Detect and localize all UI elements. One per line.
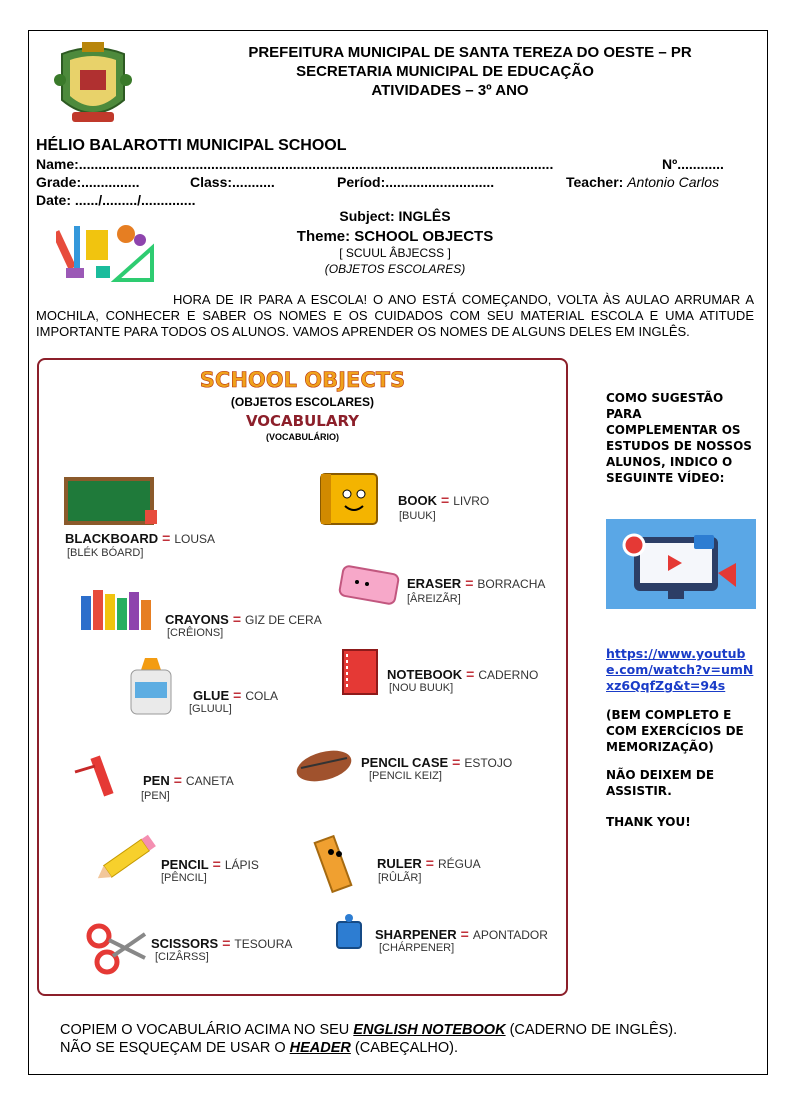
pencil-icon	[91, 834, 161, 888]
vocab-notebook-pron: [NOU BUUK]	[389, 682, 454, 694]
vocab-notebook: NOTEBOOK = CADERNO	[387, 666, 539, 682]
vocabulary-heading: VOCABULARY	[245, 412, 360, 430]
period-field[interactable]: Períod:............................	[337, 174, 495, 190]
vocab-scissors: SCISSORS = TESOURA	[151, 935, 293, 951]
vocab-eraser: ERASER = BORRACHA	[407, 575, 546, 591]
vocab-pen-pron: [PEN]	[141, 790, 170, 802]
vocab-glue-pron: [GLUUL]	[189, 703, 232, 715]
header-line-1: PREFEITURA MUNICIPAL DE SANTA TEREZA DO OESTE – PR	[248, 44, 692, 61]
thank-you-text: THANK YOU!	[606, 815, 691, 829]
vocab-book: BOOK = LIVRO	[398, 492, 490, 508]
ruler-icon	[309, 834, 363, 894]
intro-paragraph: HORA DE IR PARA A ESCOLA! O ANO ESTÁ COMEÇANDO, VOLTA ÀS AULAO ARRUMAR A MOCHILA, CONHECER E SABER OS NOMES E OS CUIDADOS COM SEU MATERIAL ESCOLA E UMA ATITUDE IMPORTANTE PARA TODOS OS ALUNOS. VAMOS APRENDER OS NOMES DE ALGUNS DELES EM INGLÊS.	[36, 292, 754, 339]
vocabulary-heading-pt: (VOCABULÁRIO)	[266, 432, 339, 442]
vocab-pen: PEN = CANETA	[143, 772, 234, 788]
pencil-case-icon	[293, 746, 355, 786]
footer-line-2: NÃO SE ESQUEÇAM DE USAR O HEADER (CABEÇALHO).	[60, 1040, 459, 1056]
book-icon	[315, 470, 385, 528]
date-field[interactable]: Date: ....../........./..............	[36, 192, 196, 208]
vocab-crayons: CRAYONS = GIZ DE CERA	[165, 611, 322, 627]
header-line-2: SECRETARIA MUNICIPAL DE EDUCAÇÃO	[296, 63, 594, 80]
pen-icon	[71, 752, 137, 802]
vocab-ruler: RULER = RÉGUA	[377, 855, 481, 871]
vocab-glue: GLUE = COLA	[193, 687, 278, 703]
vocab-ruler-pron: [RÛLÃR]	[378, 872, 422, 884]
grade-field[interactable]: Grade:...............	[36, 174, 140, 190]
number-field[interactable]: Nº............	[662, 156, 724, 172]
vocab-pencil-case: PENCIL CASE = ESTOJO	[361, 754, 513, 770]
coat-of-arms-logo	[52, 40, 134, 130]
scissors-icon	[81, 918, 151, 976]
vocab-eraser-pron: [ÂREIZÃR]	[407, 593, 461, 605]
class-field[interactable]: Class:...........	[190, 174, 275, 190]
theme-translation: (OBJETOS ESCOLARES)	[324, 262, 466, 276]
vocabulary-panel	[37, 358, 568, 996]
vocab-pencil-case-pron: [PENCIL KEIZ]	[369, 770, 442, 782]
sharpener-icon	[329, 912, 369, 952]
footer-instructions	[60, 1021, 760, 1057]
crayons-icon	[77, 584, 161, 634]
name-field[interactable]: Name:..........................................................................................................................	[36, 156, 554, 172]
panel-subtitle: (OBJETOS ESCOLARES)	[230, 395, 375, 409]
video-suggestion-text: COMO SUGESTÃO PARA COMPLEMENTAR OS ESTUDOS DE NOSSOS ALUNOS, INDICO O SEGUINTE VÍDEO:	[606, 391, 752, 485]
vocab-sharpener: SHARPENER = APONTADOR	[375, 926, 548, 942]
subject-label: Subject: INGLÊS	[339, 208, 451, 224]
video-note: (BEM COMPLETO E COM EXERCÍCIOS DE MEMORIZAÇÃO)	[606, 708, 744, 754]
vocab-blackboard: BLACKBOARD = LOUSA	[65, 530, 216, 546]
footer-line-1: COPIEM O VOCABULÁRIO ACIMA NO SEU ENGLISH NOTEBOOK (CADERNO DE INGLÊS).	[60, 1022, 678, 1038]
video-thumbnail[interactable]	[606, 519, 756, 609]
header-line-3: ATIVIDADES – 3º ANO	[371, 82, 529, 99]
school-name: HÉLIO BALAROTTI MUNICIPAL SCHOOL	[36, 137, 347, 154]
blackboard-icon	[63, 476, 161, 528]
vocab-pencil: PENCIL = LÁPIS	[161, 856, 259, 872]
glue-icon	[123, 656, 181, 718]
teacher-field: Teacher: Antonio Carlos	[566, 174, 720, 190]
vocab-blackboard-pron: [BLÉK BÓARD]	[67, 547, 144, 559]
eraser-icon	[335, 564, 403, 610]
vocab-scissors-pron: [CIZÂRSS]	[155, 951, 209, 963]
vocab-sharpener-pron: [CHÁRPENER]	[379, 942, 455, 954]
vocab-book-pron: [BUUK]	[399, 510, 436, 522]
theme-label: Theme: SCHOOL OBJECTS	[296, 228, 494, 245]
school-supplies-illustration	[56, 220, 156, 286]
notebook-icon	[337, 648, 381, 698]
vocab-pencil-pron: [PÊNCIL]	[161, 872, 207, 884]
vocab-crayons-pron: [CRÊIONS]	[167, 627, 224, 639]
panel-title: SCHOOL OBJECTS	[199, 368, 406, 392]
dont-miss-text: NÃO DEIXEM DE ASSISTIR.	[606, 768, 715, 798]
youtube-video-link[interactable]: https://www.youtube.com/watch?v=umNxz6QqfZg&t=94s	[606, 646, 754, 693]
theme-pronunciation: [ SCUUL ÂBJECSS ]	[339, 246, 451, 260]
